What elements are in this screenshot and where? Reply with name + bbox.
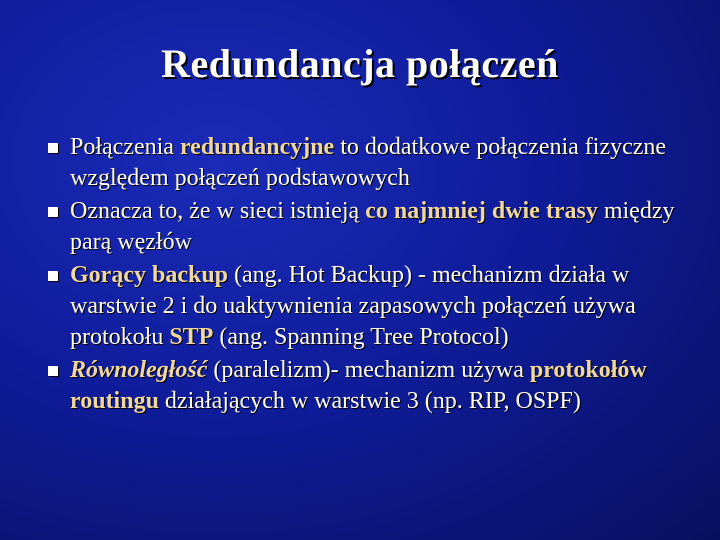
bullet-item-hot-backup [44,260,694,353]
bullet-text: Połączenia [70,134,180,160]
bullet-highlight: co najmniej dwie trasy [365,198,598,224]
bullet-text: Oznacza to, że w sieci istnieją [70,198,366,224]
square-bullet-icon [48,271,58,281]
bullet-highlight: Gorący backup [70,262,229,288]
bullet-item-parallelism [44,355,694,417]
bullet-list [44,132,694,419]
bullet-highlight: protokołów routingu [70,357,647,414]
square-bullet-icon [48,366,58,376]
bullet-highlight: redundancyjne [179,134,335,160]
bullet-item-two-routes [44,196,694,258]
bullet-item-redundant-links [44,132,694,194]
bullet-highlight: Równoległość [70,357,208,383]
square-bullet-icon [48,143,58,153]
bullet-text: między parą węzłów [70,198,675,255]
bullet-text: (ang. Spanning Tree Protocol) [213,324,509,350]
bullet-text: (paralelizm)- mechanizm używa [207,357,530,383]
bullet-text: to dodatkowe połączenia fizyczne względem połączeń podstawowych [70,134,667,191]
slide-title: Redundancja połączeń [161,41,559,86]
square-bullet-icon [48,207,58,217]
bullet-text: (ang. Hot Backup) - mechanizm działa w warstwie 2 i do uaktywnienia zapasowych połączeń używa protokołu [70,262,636,350]
bullet-highlight: STP [169,324,214,350]
bullet-text: działających w warstwie 3 (np. RIP, OSPF) [158,388,581,414]
